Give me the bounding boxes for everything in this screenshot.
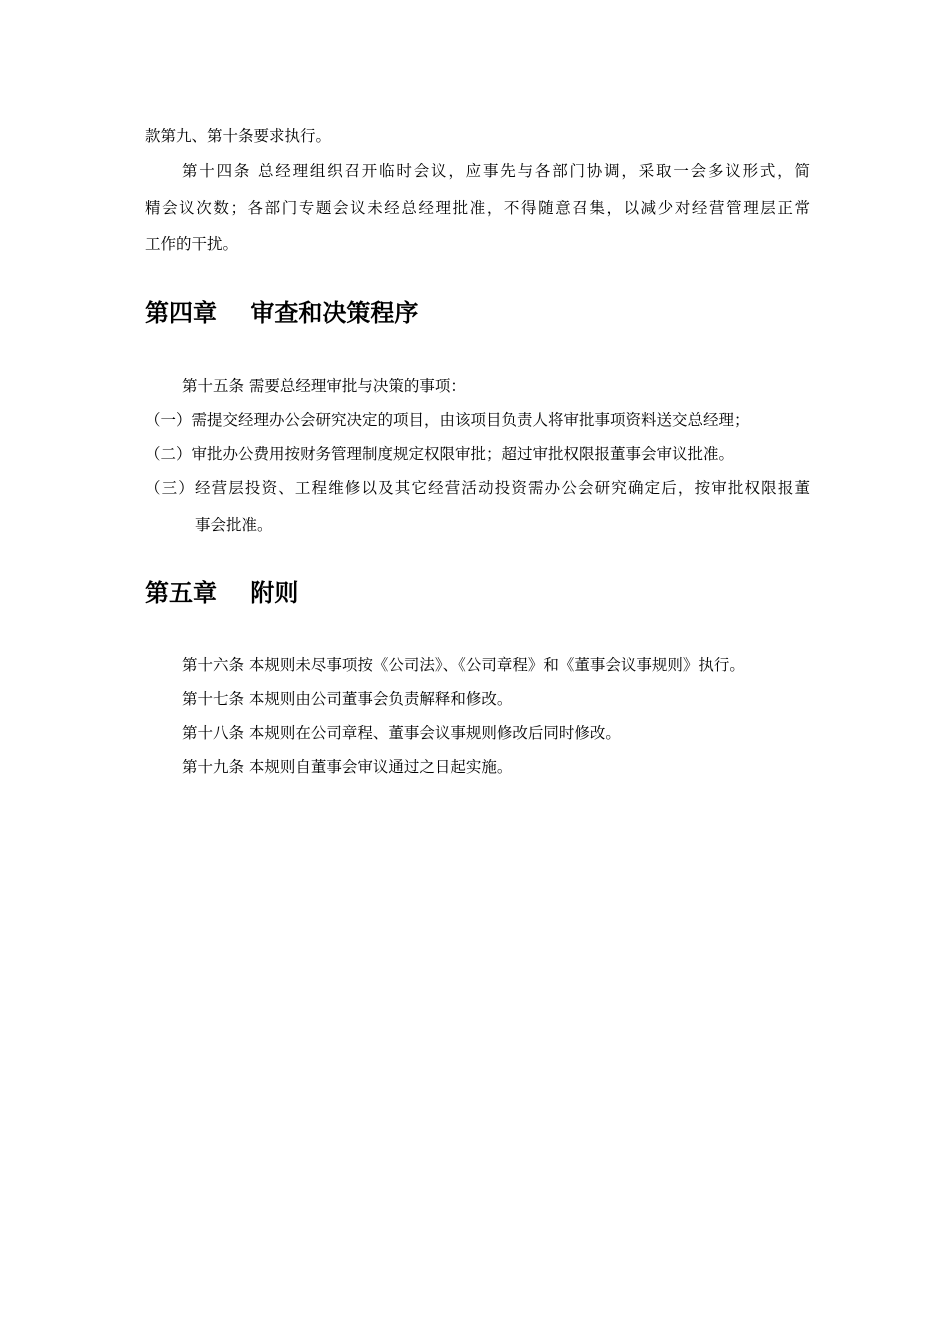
article-15-item-1: （一）需提交经理办公会研究决定的项目，由该项目负责人将审批事项资料送交总经理； <box>145 411 750 429</box>
chapter-4-heading: 第四章 审查和决策程序 <box>145 299 419 327</box>
article-15: 第十五条 需要总经理审批与决策的事项： <box>182 377 466 395</box>
article-18: 第十八条 本规则在公司章程、董事会议事规则修改后同时修改。 <box>182 724 621 742</box>
article-15-item-3: （三）经营层投资、工程维修以及其它经营活动投资需办公会研究确定后，按审批权限报董 <box>145 479 810 497</box>
article-19: 第十九条 本规则自董事会审议通过之日起实施。 <box>182 758 513 776</box>
article-14-line-1: 第十四条 总经理组织召开临时会议，应事先与各部门协调，采取一会多议形式，简 <box>182 162 810 180</box>
paragraph-13-tail: 款第九、第十条要求执行。 <box>145 127 332 145</box>
chapter-5-heading: 第五章 附则 <box>145 579 299 607</box>
article-14-line-3: 工作的干扰。 <box>145 235 239 253</box>
article-15-item-3-continued: 事会批准。 <box>195 516 273 534</box>
article-15-item-2: （二）审批办公费用按财务管理制度规定权限审批；超过审批权限报董事会审议批准。 <box>145 445 735 463</box>
article-17: 第十七条 本规则由公司董事会负责解释和修改。 <box>182 690 513 708</box>
article-14-line-2: 精会议次数；各部门专题会议未经总经理批准，不得随意召集，以减少对经营管理层正常 <box>145 199 810 217</box>
article-16: 第十六条 本规则未尽事项按《公司法》、《公司章程》和《董事会议事规则》执行。 <box>182 656 745 674</box>
